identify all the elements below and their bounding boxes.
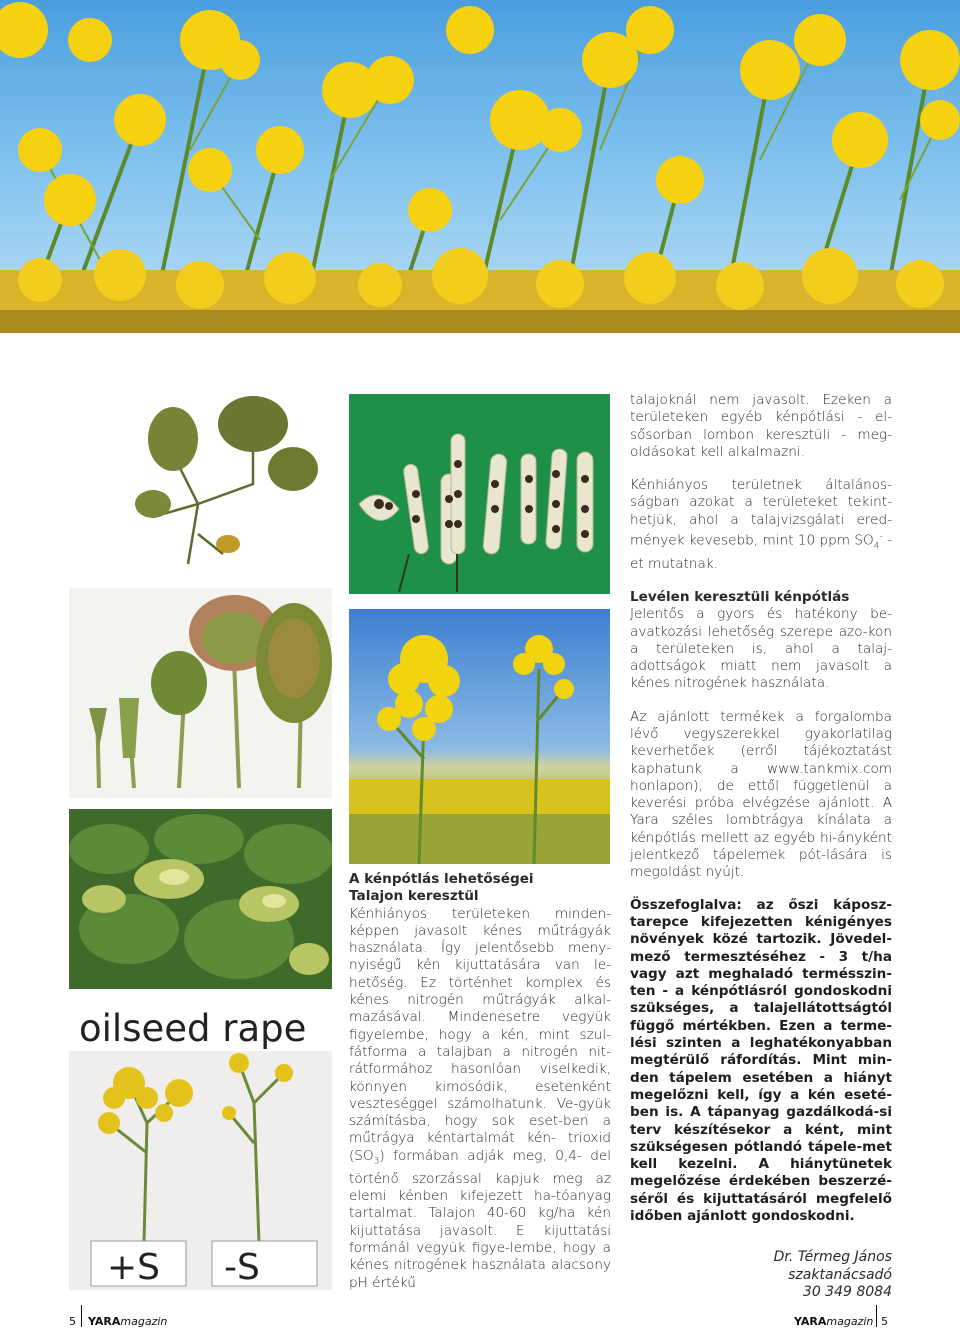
paragraph-2-text-end: - et mutatnak. [630,532,892,572]
brand-name-left: YARA [88,1315,121,1328]
right-column-paragraph-1: talajoknál nem javasolt. Ezeken a területeken egyéb kénpótlási - el-sősorban lombon keresztüli - meg-oldásokat kell alkalmazni. [630,392,892,460]
so4-subscript: 4 [873,541,880,552]
right-column-paragraph-3 [630,589,892,693]
paragraph-2-text: Kénhiányos területnek általános-ságban azokat a területeket tekint-hetjük, ahol a talajvizsgálati ered-mények kevesebb, mint 10 ppm SO [630,477,892,549]
middle-column-body-so3-prefix: trioxid (SO [349,1130,611,1164]
rapeseed-flowers-photo-icon [349,609,610,864]
oilseed-rape-comparison-photo [69,1003,332,1290]
brand-suffix-right: magazin [826,1315,874,1328]
author-title: szaktanácsadó [788,1266,892,1283]
author-signature [630,1249,892,1302]
comparison-label-minus-s: -S [224,1247,260,1288]
brand-suffix-left: magazin [120,1315,168,1328]
oilseed-rape-comparison-photo-icon [69,1003,332,1290]
comparison-photo-title: oilseed rape [79,1007,307,1050]
middle-column-body: Kénhiányos területeken minden-képpen javasolt kénes műtrágyák használata. Így jelentősebb meny-nyiségű kén kijuttatására van le-hetőség. Ez történhet komplex és kénes nitrogén műtrágyák alkal-mazásával. Mindenesetre vegyük figyelembe, hogy a kén, mint szul-fátforma a talajban a nitrogén nit-rátformához hasonlóan viselkedik, könnyen kimosódik, esetenként veszteséggel számolhatunk. Ve-gyük számításba, hogy sok eset-ben a műtrágya kéntartalmát kén- [349,905,611,1147]
rapeseed-pods-photo-icon [349,394,610,594]
footer-right [881,1315,888,1328]
section-heading-sulfur-options: A kénpótlás lehetőségei [349,871,534,887]
rapeseed-pods-photo [349,394,610,594]
paragraph-3-text: Jelentős a gyors és hatékony be-avatkozási lehetőség szerepe azo-kon a területeken is, ahol a talaj-adottságok miatt nem javasolt a kénes nitrogének használata. [630,606,892,692]
brand-name-right: YARA [794,1315,827,1328]
footer-left-brand [88,1315,167,1328]
so3-subscript: 3 [373,1156,380,1167]
author-name: Dr. Térmeg János [773,1249,892,1266]
author-phone: 30 349 8084 [802,1284,892,1301]
middle-column [349,871,611,1292]
canola-field-hero-image [0,0,960,333]
comparison-label-plus-s: +S [107,1247,161,1288]
footer-right-divider [876,1305,877,1327]
discolored-leaves-photo-icon [69,588,332,798]
section-subheading-soil: Talajon keresztül [349,888,479,905]
rapeseed-leaves-photo [103,394,332,573]
rapeseed-leaves-photo-icon [103,394,332,573]
right-column-paragraph-2 [630,477,892,573]
page-number-right: 5 [881,1315,888,1328]
summary-paragraph: Összefoglalva: az őszi káposz-tarepce kifejezetten kénigényes növények közé tartozik. Jövedel-mező termesztéséhez - 3 t/ha vagy azt meghaladó termésszin-ten - a kénpótlásról gondoskodni szükséges, a talajellátottságtól függő mértékben. Ezen a terme-lési szinten a leghatékonyabban megtérülő ráfordítás. Mint min-den tápelem esetében a hiányt megelőzni kell, így a kén eseté-ben is. A tápanyag gazdálkodá-si terv készítésekor a ként, mint szükségesen pótlandó tápele-met kell kezelni. A hiánytünetek megelőzése érdekében beszerzé-séről és kijuttatásáról megfelelő időben ajánlott gondoskodni. [630,896,892,1225]
rapeseed-flowers-photo [349,609,610,864]
sulfur-deficient-field-photo-icon [69,809,332,989]
footer-right-brand [794,1315,873,1328]
so4-superscript: - [879,532,883,543]
sulfur-deficient-field-photo [69,809,332,989]
footer-left [69,1315,76,1328]
right-column-paragraph-4: Az ajánlott termékek a forgalomba lévő vegyszerekkel gyakorlatilag keverhetőek (erről tájékoztatást kaphatunk a www.tankmix.com honlapon), de ettől függetlenül a keverési próba elvégzése ajánlott. A Yara széles lombtrágya kínálata a kénpótlás mellett az egyéb hi-ányként jelentkező tápelemek pót-lására is megoldást nyújt. [630,708,892,881]
page-number-left: 5 [69,1315,76,1328]
middle-column-body-continued: ) formában adják meg, 0,4- del történő szorzással kapjuk meg az elemi kénben kifejezett ha-tóanyag tartalmat. Talajon 40-60 kg/ha kén kijuttatása javasolt. E kijuttatási formánál vegyük figye-lembe, hogy a kénes nitrogének használata alacsony pH értékű [349,1147,611,1291]
canola-field-photo-icon [0,0,960,333]
footer-left-divider [81,1305,82,1327]
section-heading-foliar: Levélen keresztüli kénpótlás [630,588,850,605]
discolored-leaves-photo [69,588,332,798]
right-column [630,392,892,1302]
